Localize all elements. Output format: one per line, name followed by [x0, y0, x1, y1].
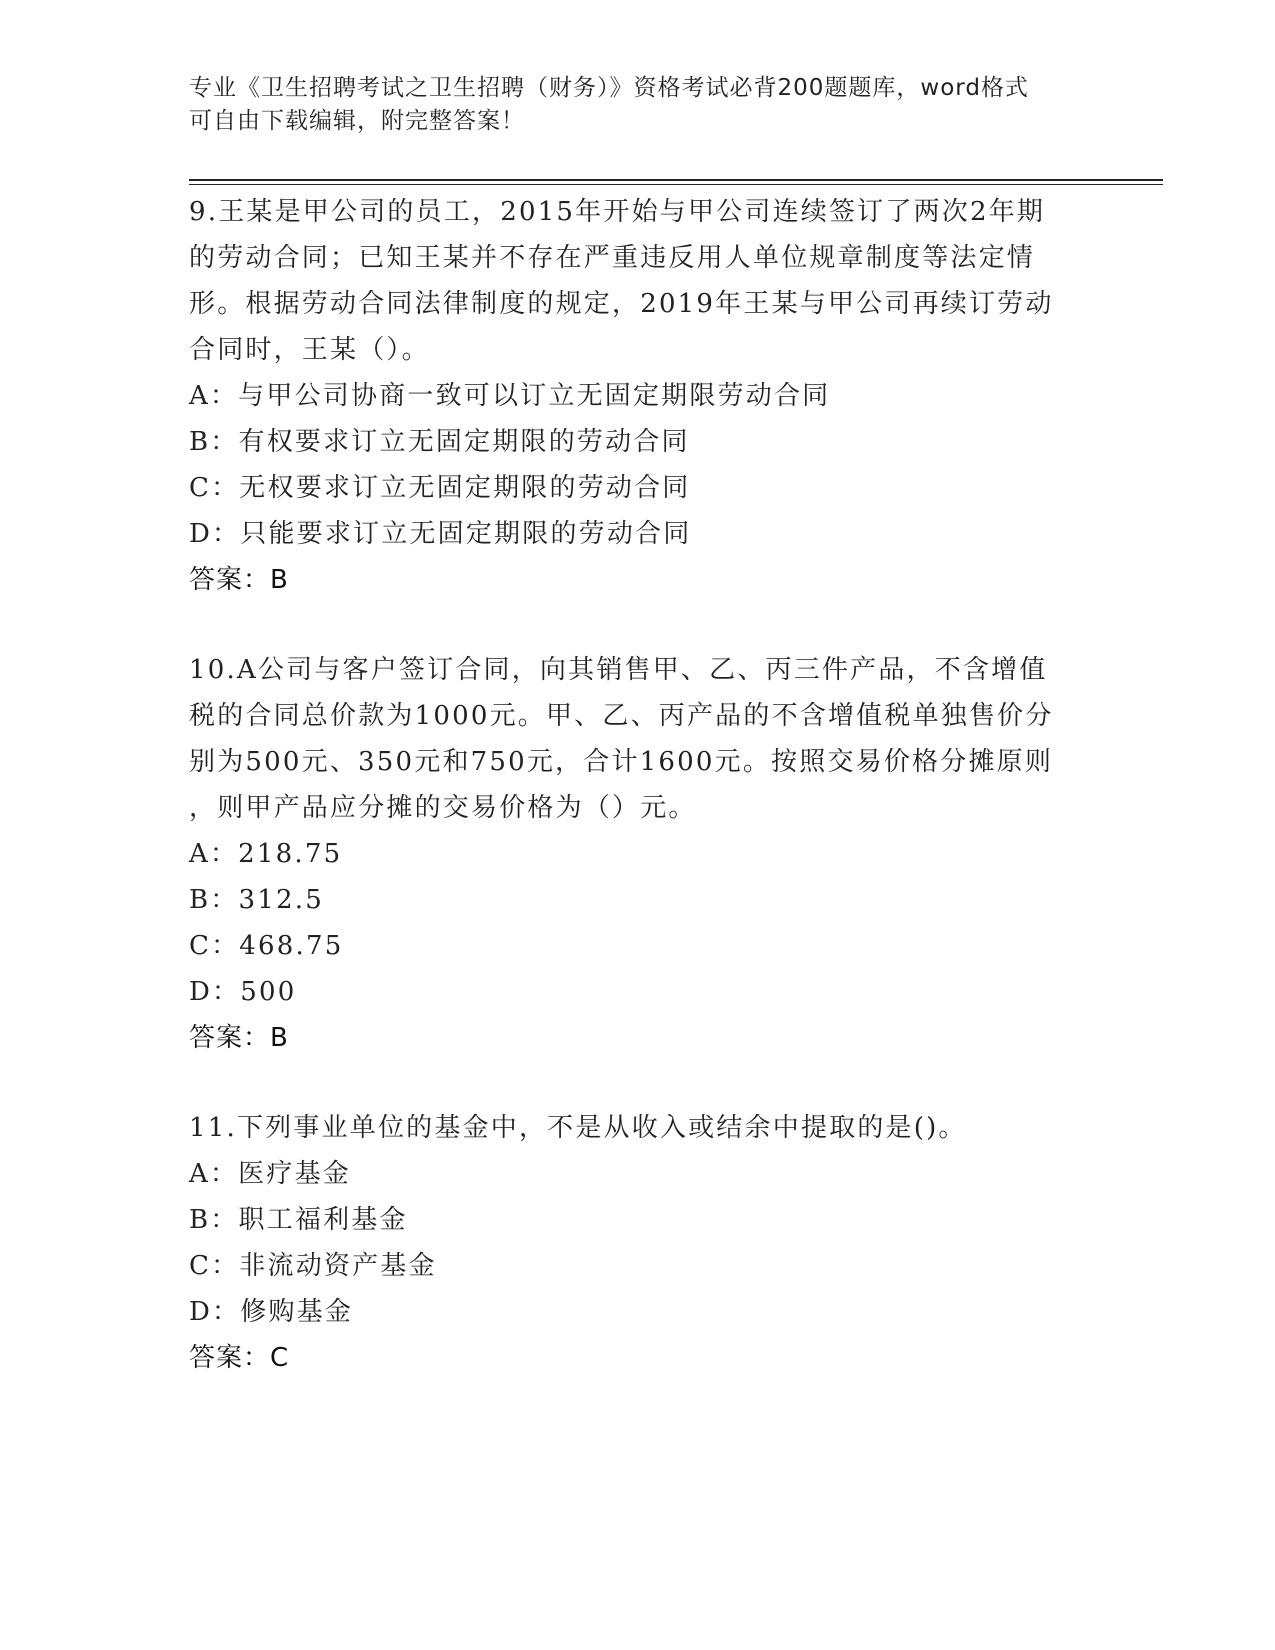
question-line: 11.下列事业单位的基金中，不是从收入或结余中提取的是()。	[189, 1113, 967, 1143]
question-line: 合同时，王某（）。	[189, 335, 430, 365]
option-b: B：312.5	[189, 885, 324, 915]
header-title-line-2: 可自由下载编辑，附完整答案！	[189, 108, 525, 134]
question-line: 形。根据劳动合同法律制度的规定，2019年王某与甲公司再续订劳动	[189, 289, 1054, 319]
option-d: D：只能要求订立无固定期限的劳动合同	[189, 519, 692, 549]
option-d: D：修购基金	[189, 1297, 354, 1327]
question-stem	[189, 189, 1089, 373]
answer-line: 答案：B	[189, 565, 289, 595]
document-header	[189, 72, 1069, 138]
question-block-9	[189, 189, 1089, 603]
question-line: 的劳动合同；已知王某并不存在严重违反用人单位规章制度等法定情	[189, 243, 1036, 273]
option-c: C：非流动资产基金	[189, 1251, 437, 1281]
option-b: B：职工福利基金	[189, 1205, 408, 1235]
question-line: 9.王某是甲公司的员工，2015年开始与甲公司连续签订了两次2年期	[189, 197, 1046, 227]
question-line: 税的合同总价款为1000元。甲、乙、丙产品的不含增值税单独售价分	[189, 701, 1054, 731]
header-title-line-1: 专业《卫生招聘考试之卫生招聘（财务）》资格考试必背200题题库，word格式	[189, 75, 1029, 101]
option-d: D：500	[189, 977, 297, 1007]
option-a: A：医疗基金	[189, 1159, 351, 1189]
answer-line: 答案：C	[189, 1343, 290, 1373]
question-stem	[189, 647, 1089, 831]
option-a: A：218.75	[189, 839, 343, 869]
option-c: C：无权要求订立无固定期限的劳动合同	[189, 473, 691, 503]
option-c: C：468.75	[189, 931, 344, 961]
question-line: ，则甲产品应分摊的交易价格为（）元。	[189, 793, 697, 823]
header-divider-thin	[189, 184, 1163, 185]
question-stem	[189, 1105, 1089, 1151]
question-line: 10.A公司与客户签订合同，向其销售甲、乙、丙三件产品，不含增值	[189, 655, 1048, 685]
question-block-11	[189, 1105, 1089, 1381]
option-a: A：与甲公司协商一致可以订立无固定期限劳动合同	[189, 381, 831, 411]
header-divider-thick	[189, 179, 1163, 181]
question-line: 别为500元、350元和750元，合计1600元。按照交易价格分摊原则	[189, 747, 1054, 777]
question-block-10	[189, 647, 1089, 1061]
option-b: B：有权要求订立无固定期限的劳动合同	[189, 427, 690, 457]
answer-line: 答案：B	[189, 1023, 289, 1053]
